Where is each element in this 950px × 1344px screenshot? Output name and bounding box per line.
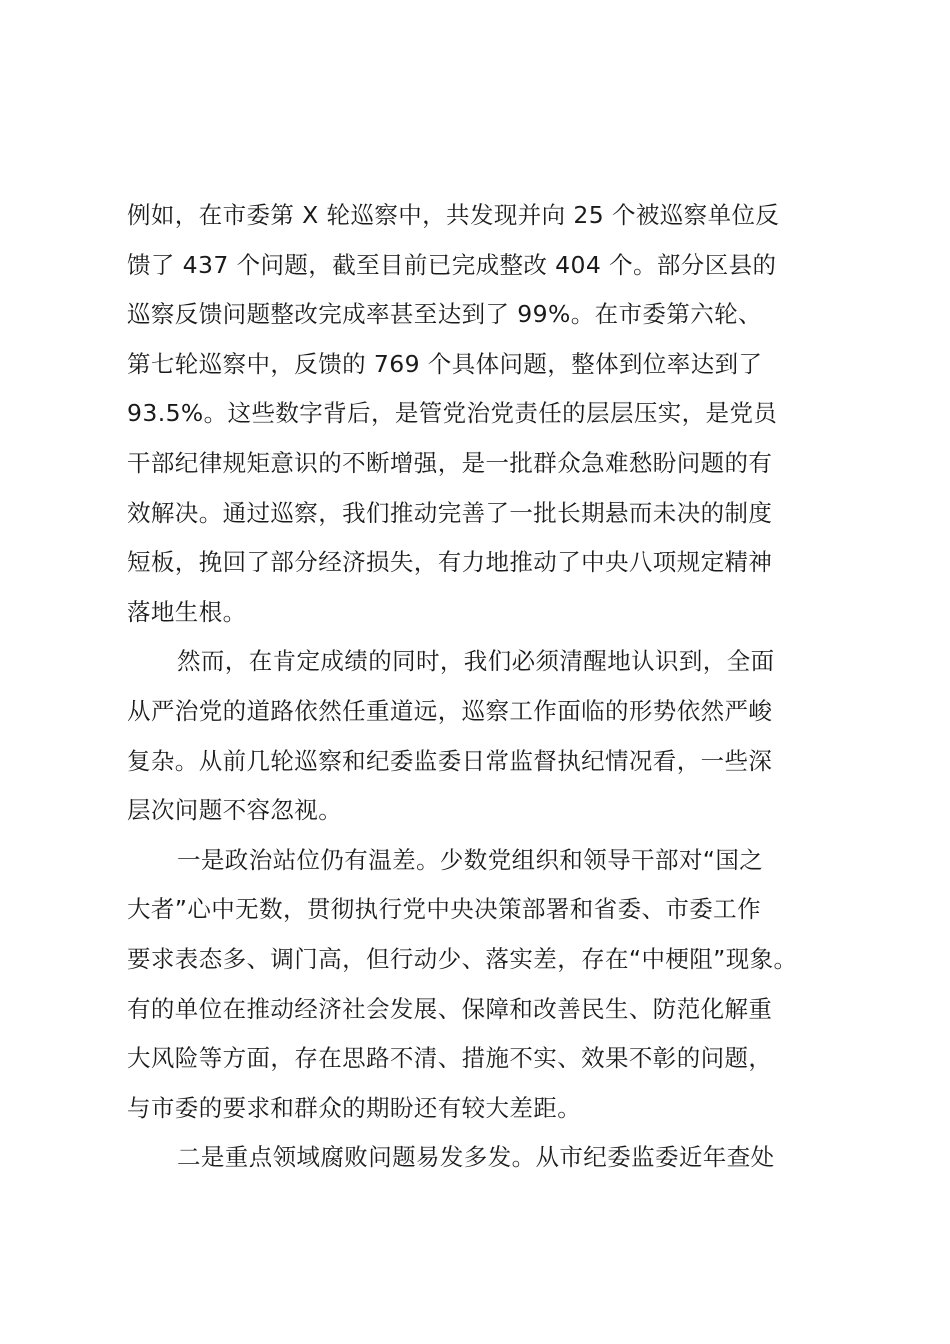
paragraph-start-line: 然而，在肯定成绩的同时，我们必须清醒地认识到，全面 xyxy=(177,647,775,676)
text-line: 层次问题不容忽视。 xyxy=(127,796,343,825)
text-line: 效解决。通过巡察，我们推动完善了一批长期悬而未决的制度 xyxy=(127,498,773,527)
body-text xyxy=(127,191,847,1183)
text-line: 有的单位在推动经济社会发展、保障和改善民生、防范化解重 xyxy=(127,994,773,1023)
paragraph-start-line: 一是政治站位仍有温差。少数党组织和领导干部对“国之 xyxy=(177,845,764,874)
text-line: 与市委的要求和群众的期盼还有较大差距。 xyxy=(127,1093,582,1122)
text-line: 大者”心中无数，贯彻执行党中央决策部署和省委、市委工作 xyxy=(127,895,761,924)
text-line: 第七轮巡察中，反馈的 769 个具体问题，整体到位率达到了 xyxy=(127,349,763,378)
text-line: 巡察反馈问题整改完成率甚至达到了 99%。在市委第六轮、 xyxy=(127,300,762,329)
text-line: 从严治党的道路依然任重道远，巡察工作面临的形势依然严峻 xyxy=(127,696,773,725)
paragraph-start-line: 二是重点领域腐败问题易发多发。从市纪委监委近年查处 xyxy=(177,1143,775,1172)
text-line: 落地生根。 xyxy=(127,597,247,626)
text-line: 复杂。从前几轮巡察和纪委监委日常监督执纪情况看，一些深 xyxy=(127,746,773,775)
text-line: 要求表态多、调门高，但行动少、落实差，存在“中梗阻”现象。 xyxy=(127,944,798,973)
text-line: 馈了 437 个问题，截至目前已完成整改 404 个。部分区县的 xyxy=(127,250,777,279)
text-line: 例如，在市委第 X 轮巡察中，共发现并向 25 个被巡察单位反 xyxy=(127,201,780,229)
text-line: 短板，挽回了部分经济损失，有力地推动了中央八项规定精神 xyxy=(127,548,773,577)
text-line: 大风险等方面，存在思路不清、措施不实、效果不彰的问题， xyxy=(127,1044,773,1073)
text-line: 93.5%。这些数字背后，是管党治党责任的层层压实，是党员 xyxy=(127,399,778,428)
text-line: 干部纪律规矩意识的不断增强，是一批群众急难愁盼问题的有 xyxy=(127,448,773,477)
